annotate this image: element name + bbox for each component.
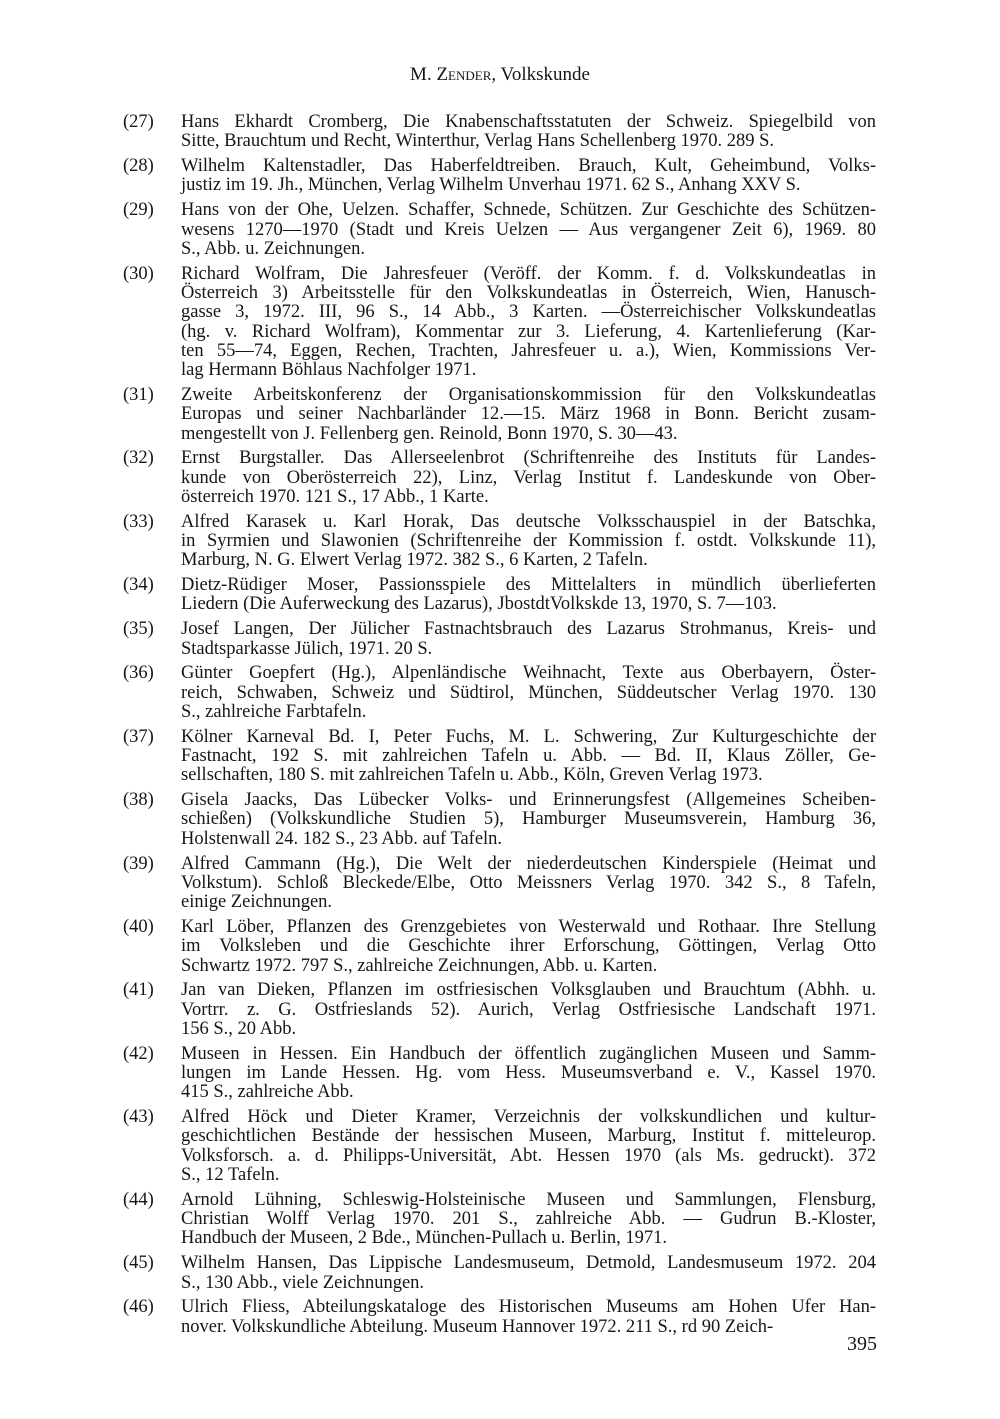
entry-text-line: lag Hermann Böhlaus Nachfolger 1971.: [181, 360, 477, 381]
entry-text-line: Österreich 3) Arbeitsstelle für den Volkskundeatlas in Österreich, Wien, Hanusch-: [181, 282, 876, 303]
entry-number: (43): [123, 1107, 154, 1128]
entry-text-line: Schwartz 1972. 797 S., zahlreiche Zeichnungen, Abb. u. Karten.: [181, 955, 658, 976]
entry-text-line: mengestellt von J. Fellenberg gen. Reinold, Bonn 1970, S. 30—43.: [181, 423, 678, 444]
entry-text-line: Zweite Arbeitskonferenz der Organisationskommission für den Volkskundeatlas: [181, 384, 876, 405]
entry-text-line: wesens 1270—1970 (Stadt und Kreis Uelzen — Aus vergangener Zeit 6), 1969. 80: [181, 219, 876, 240]
entry-number: (36): [123, 663, 154, 684]
entry-text-line: S., 130 Abb., viele Zeichnungen.: [181, 1272, 425, 1293]
entry-text-line: Wilhelm Kaltenstadler, Das Haberfeldtreiben. Brauch, Kult, Geheimbund, Volks-: [181, 156, 876, 177]
entry-text-line: (hg. v. Richard Wolfram), Kommentar zur 3. Lieferung, 4. Kartenlieferung (Kar-: [181, 321, 876, 342]
entry-number: (29): [123, 200, 154, 221]
entry-text-line: Marburg, N. G. Elwert Verlag 1972. 382 S., 6 Karten, 2 Tafeln.: [181, 550, 648, 571]
entry-number: (31): [123, 384, 154, 405]
entry-text-line: Wilhelm Hansen, Das Lippische Landesmuseum, Detmold, Landesmuseum 1972. 204: [181, 1253, 876, 1274]
entry-text-line: Hans von der Ohe, Uelzen. Schaffer, Schnede, Schützen. Zur Geschichte des Schützen-: [181, 200, 876, 221]
entry-text-line: Karl Löber, Pflanzen des Grenzgebietes von Westerwald und Rothaar. Ihre Stellung: [181, 916, 876, 937]
entry-text-line: Arnold Lühning, Schleswig-Holsteinische Museen und Sammlungen, Flensburg,: [181, 1189, 876, 1210]
entry-text-line: Fastnacht, 192 S. mit zahlreichen Tafeln u. Abb. — Bd. II, Klaus Zöller, Ge-: [181, 746, 876, 766]
entry-number: (34): [123, 575, 154, 596]
entry-number: (27): [123, 112, 154, 132]
entry-text-line: Alfred Karasek u. Karl Horak, Das deutsche Volksschauspiel in der Batschka,: [181, 511, 876, 532]
entry-number: (38): [123, 790, 154, 811]
entry-number: (33): [123, 511, 154, 532]
entry-text-line: Museen in Hessen. Ein Handbuch der öffentlich zugänglichen Museen und Samm-: [181, 1043, 876, 1064]
entry-text-line: geschichtlichen Bestände der hessischen Museen, Marburg, Institut f. mitteleurop.: [181, 1126, 876, 1147]
entry-text-line: in Syrmien und Slawonien (Schriftenreihe der Kommission f. ostdt. Volkskunde 11),: [181, 531, 876, 551]
entry-text-line: Ulrich Fliess, Abteilungskataloge des Historischen Museums am Hohen Ufer Han-: [181, 1297, 876, 1318]
entry-number: (44): [123, 1189, 154, 1210]
entry-number: (40): [123, 916, 154, 937]
entry-number: (37): [123, 726, 154, 747]
entry-text-line: kunde von Oberösterreich 22), Linz, Verlag Institut f. Landeskunde von Ober-: [181, 467, 876, 488]
entry-number: (46): [123, 1297, 154, 1318]
header-title: Volkskunde: [496, 64, 590, 85]
entry-text-line: schießen) (Volkskundliche Studien 5), Hamburger Museumsverein, Hamburg 36,: [181, 809, 876, 830]
entry-number: (35): [123, 619, 154, 640]
entry-text-line: Richard Wolfram, Die Jahresfeuer (Veröff. der Komm. f. d. Volkskundeatlas in: [181, 263, 876, 284]
entry-text-line: S., Abb. u. Zeichnungen.: [181, 238, 365, 259]
entry-text-line: Ernst Burgstaller. Das Allerseelenbrot (Schriftenreihe des Instituts für Landes-: [181, 448, 876, 469]
entry-text-line: justiz im 19. Jh., München, Verlag Wilhelm Unverhau 1971. 62 S., Anhang XXV S.: [181, 175, 801, 196]
entry-text-line: Vortrr. z. G. Ostfrieslands 52). Aurich, Verlag Ostfriesische Landschaft 1971.: [181, 999, 876, 1020]
entry-number: (32): [123, 448, 154, 469]
entry-text-line: lungen im Lande Hessen. Hg. vom Hess. Museumsverband e. V., Kassel 1970.: [181, 1063, 876, 1083]
entry-text-line: österreich 1970. 121 S., 17 Abb., 1 Karte.: [181, 486, 489, 507]
entry-text-line: 156 S., 20 Abb.: [181, 1018, 297, 1039]
entry-text-line: Gisela Jaacks, Das Lübecker Volks- und Erinnerungsfest (Allgemeines Scheiben-: [181, 790, 876, 811]
entry-text-line: Christian Wolff Verlag 1970. 201 S., zahlreiche Abb. — Gudrun B.-Kloster,: [181, 1209, 876, 1230]
entry-text-line: ten 55—74, Eggen, Rechen, Trachten, Jahresfeuer u. a.), Wien, Kommissions Ver-: [181, 340, 876, 361]
running-header: [0, 64, 1000, 86]
entry-text-line: gasse 3, 1972. III, 96 S., 14 Abb., 3 Karten. —Österreichischer Volkskundeatlas: [181, 302, 876, 323]
entry-text-line: Josef Langen, Der Jülicher Fastnachtsbrauch des Lazarus Strohmanus, Kreis- und: [181, 619, 876, 640]
entry-text-line: Günter Goepfert (Hg.), Alpenländische Weihnacht, Texte aus Oberbayern, Öster-: [181, 663, 876, 684]
entry-text-line: Holstenwall 24. 182 S., 23 Abb. auf Tafeln.: [181, 828, 503, 849]
entry-text-line: 415 S., zahlreiche Abb.: [181, 1082, 354, 1103]
entry-number: (28): [123, 156, 154, 177]
entry-text-line: Sitte, Brauchtum und Recht, Winterthur, Verlag Hans Schellenberg 1970. 289 S.: [181, 131, 774, 152]
entry-text-line: S., zahlreiche Farbtafeln.: [181, 701, 367, 722]
entry-text-line: Kölner Karneval Bd. I, Peter Fuchs, M. L. Schwering, Zur Kulturgeschichte der: [181, 726, 876, 747]
entry-text-line: einige Zeichnungen.: [181, 892, 333, 913]
entry-text-line: Volksforsch. a. d. Philipps-Universität, Abt. Hessen 1970 (als Ms. gedruckt). 372: [181, 1145, 876, 1166]
entry-number: (30): [123, 263, 154, 284]
entry-text-line: S., 12 Tafeln.: [181, 1165, 280, 1185]
entry-text-line: Volkstum). Schloß Bleckede/Elbe, Otto Meissners Verlag 1970. 342 S., 8 Tafeln,: [181, 872, 876, 893]
entry-text-line: Jan van Dieken, Pflanzen im ostfriesischen Volksglauben und Brauchtum (Abhh. u.: [181, 980, 876, 1001]
entry-text-line: sellschaften, 180 S. mit zahlreichen Tafeln u. Abb., Köln, Greven Verlag 1973.: [181, 765, 763, 786]
entry-text-line: Dietz-Rüdiger Moser, Passionsspiele des Mittelalters in mündlich überlieferten: [181, 575, 876, 596]
entry-number: (41): [123, 980, 154, 1001]
entry-text-line: Alfred Cammann (Hg.), Die Welt der niederdeutschen Kinderspiele (Heimat und: [181, 853, 876, 874]
header-author: M. Zender,: [410, 64, 497, 85]
entry-number: (45): [123, 1253, 154, 1274]
entry-text-line: Hans Ekhardt Cromberg, Die Knabenschaftsstatuten der Schweiz. Spiegelbild von: [181, 112, 876, 132]
entry-text-line: Handbuch der Museen, 2 Bde., München-Pullach u. Berlin, 1971.: [181, 1228, 668, 1249]
entry-number: (42): [123, 1043, 154, 1064]
entry-text-line: Europas und seiner Nachbarländer 12.—15. März 1968 in Bonn. Bericht zusam-: [181, 404, 876, 425]
entry-text-line: Liedern (Die Auferweckung des Lazarus), JbostdtVolkskde 13, 1970, S. 7—103.: [181, 594, 777, 615]
page-number: 395: [847, 1333, 877, 1355]
entry-text-line: Alfred Höck und Dieter Kramer, Verzeichnis der volkskundlichen und kultur-: [181, 1107, 876, 1128]
entry-text-line: im Volksleben und die Geschichte ihrer Erforschung, Göttingen, Verlag Otto: [181, 936, 876, 957]
entry-text-line: reich, Schwaben, Schweiz und Südtirol, München, Süddeutscher Verlag 1970. 130: [181, 682, 876, 703]
entry-number: (39): [123, 853, 154, 874]
entry-text-line: Stadtsparkasse Jülich, 1971. 20 S.: [181, 638, 433, 659]
entry-text-line: nover. Volkskundliche Abteilung. Museum Hannover 1972. 211 S., rd 90 Zeich-: [181, 1316, 774, 1337]
